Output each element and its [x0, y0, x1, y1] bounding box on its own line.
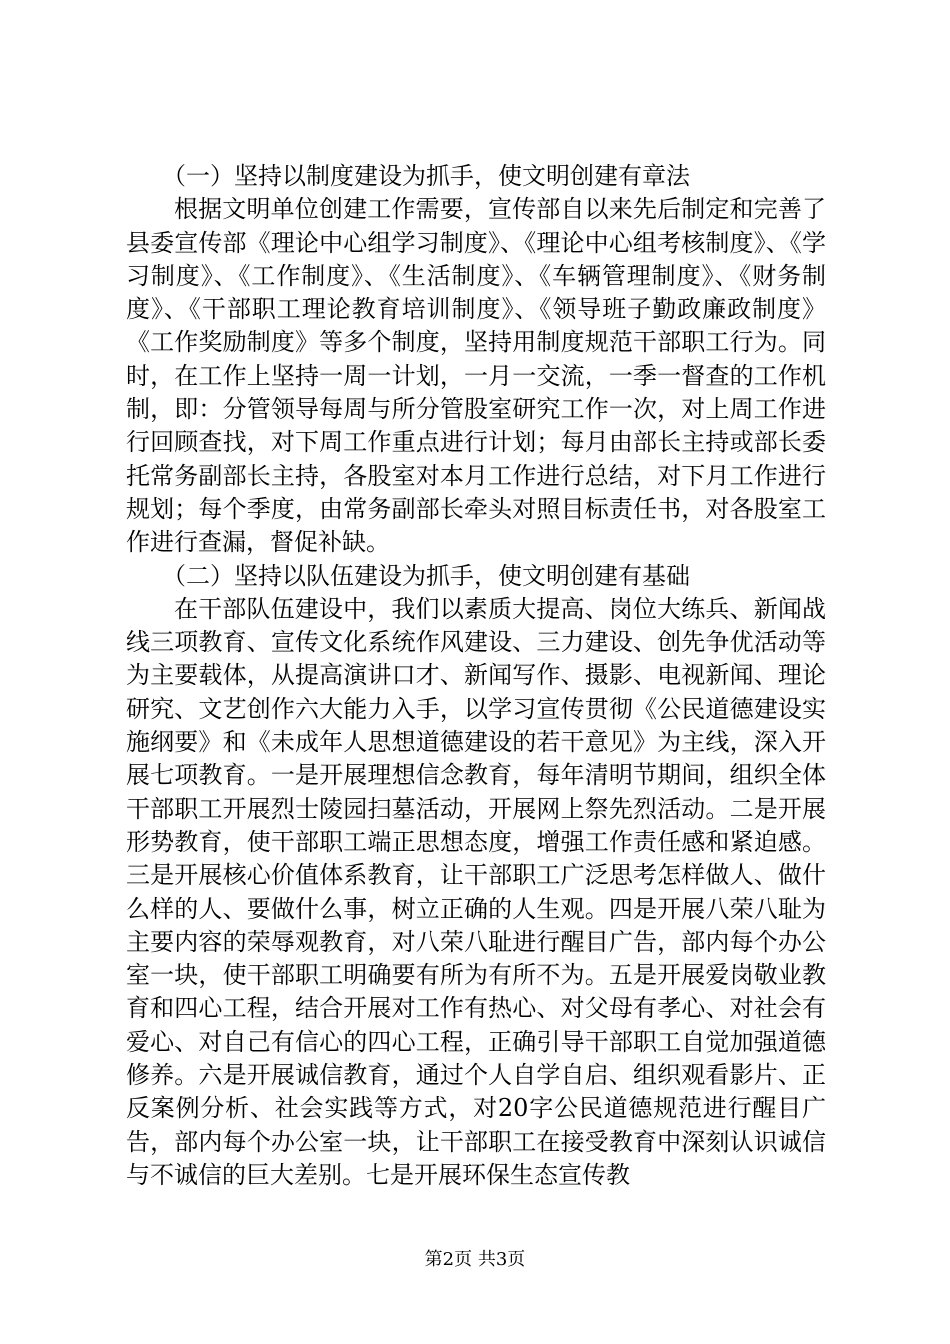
section-heading-1: （一）坚持以制度建设为抓手，使文明创建有章法	[162, 162, 690, 190]
page-number-footer: 第2页 共3页	[424, 1249, 526, 1270]
section-heading-2: （二）坚持以队伍建设为抓手，使文明创建有基础	[162, 561, 690, 590]
paragraph-2: 在干部队伍建设中，我们以素质大提高、岗位大练兵、新闻战线三项教育、宣传文化系统作风建设、三力建设、创先争优活动等为主要载体，从提高演讲口才、新闻写作、摄影、电视新闻、理论研究、文艺创作六大能力入手，以学习宣传贯彻《公民道德建设实施纲要》和《未成年人思想道德建设的若干意见》为主线，深入开展七项教育。一是开展理想信念教育，每年清明节期间，组织全体干部职工开展烈士陵园扫墓活动，开展网上祭先烈活动。二是开展形势教育，使干部职工端正思想态度，增强工作责任感和紧迫感。三是开展核心价值体系教育，让干部职工广泛思考怎样做人、做什么样的人、要做什么事，树立正确的人生观。四是开展八荣八耻为主要内容的荣辱观教育，对八荣八耻进行醒目广告，部内每个办公室一块，使干部职工明确要有所为有所不为。五是开展爱岗敬业教育和四心工程，结合开展对工作有热心、对父母有孝心、对社会有爱心、对自己有信心的四心工程，正确引导干部职工自觉加强道德修养。六是开展诚信教育，通过个人自学自启、组织观看影片、正反案例分析、社会实践等方式，对20字公民道德规范进行醒目广告，部内每个办公室一块，让干部职工在接受教育中深刻认识诚信与不诚信的巨大差别。七是开展环保生态宣传教	[126, 594, 826, 1189]
document-body	[126, 160, 826, 1192]
paragraph-1: 根据文明单位创建工作需要，宣传部自以来先后制定和完善了县委宣传部《理论中心组学习制度》、《理论中心组考核制度》、《学习制度》、《工作制度》、《生活制度》、《车辆管理制度》、《财务制度》、《干部职工理论教育培训制度》、《领导班子勤政廉政制度》《工作奖励制度》等多个制度，坚持用制度规范干部职工行为。同时，在工作上坚持一周一计划，一月一交流，一季一督查的工作机制，即：分管领导每周与所分管股室研究工作一次，对上周工作进行回顾查找，对下周工作重点进行计划；每月由部长主持或部长委托常务副部长主持，各股室对本月工作进行总结，对下月工作进行规划；每个季度，由常务副部长牵头对照目标责任书，对各股室工作进行查漏，督促补缺。	[126, 195, 826, 557]
